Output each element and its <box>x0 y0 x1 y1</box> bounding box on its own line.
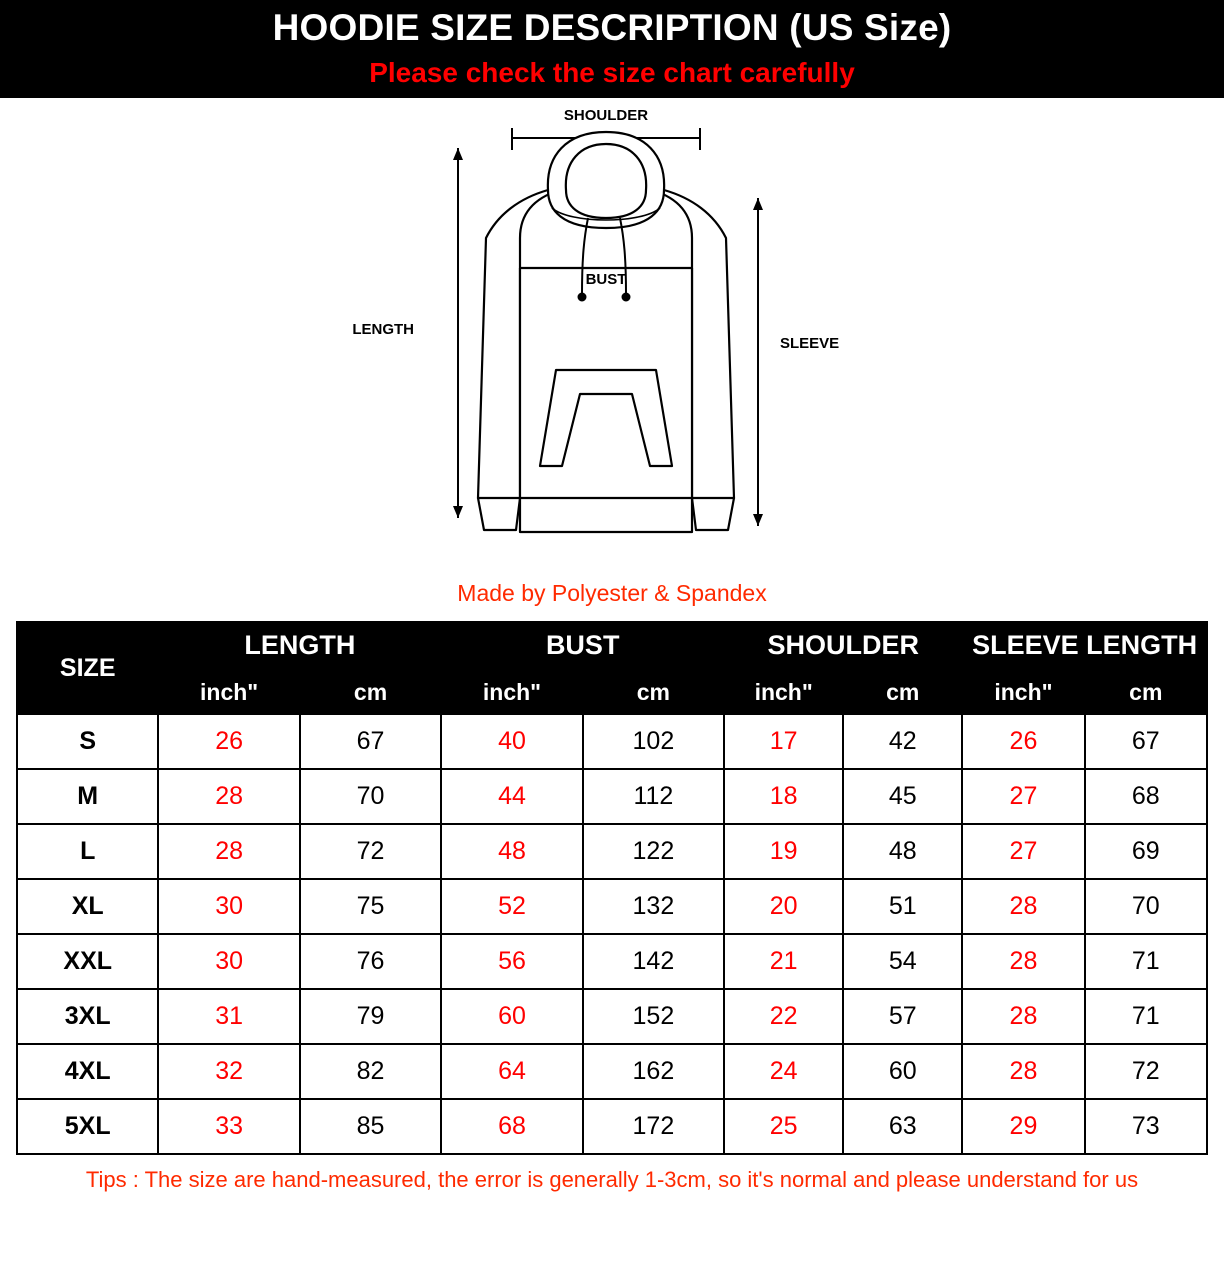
unit-bust-inch: inch" <box>441 670 582 714</box>
cell-length-cm: 76 <box>300 934 441 989</box>
bust-label: BUST <box>585 271 627 288</box>
cell-bust-cm: 112 <box>583 769 724 824</box>
cell-bust-cm: 102 <box>583 714 724 769</box>
cell-shoulder-cm: 51 <box>843 879 962 934</box>
cell-sleeve-inch: 28 <box>962 879 1084 934</box>
table-row <box>17 1044 1207 1099</box>
cell-sleeve-inch: 27 <box>962 824 1084 879</box>
cell-bust-inch: 60 <box>441 989 582 1044</box>
unit-sleeve-inch: inch" <box>962 670 1084 714</box>
hoodie-hood <box>548 132 664 228</box>
cell-sleeve-inch: 27 <box>962 769 1084 824</box>
row-size-label: XXL <box>17 934 158 989</box>
cell-shoulder-inch: 21 <box>724 934 843 989</box>
page-title: HOODIE SIZE DESCRIPTION (US Size) <box>0 0 1224 56</box>
header-sleeve-length: SLEEVE LENGTH <box>962 622 1207 670</box>
material-note: Made by Polyester & Spandex <box>457 580 767 606</box>
cell-bust-cm: 172 <box>583 1099 724 1154</box>
cell-bust-cm: 142 <box>583 934 724 989</box>
cell-sleeve-inch: 28 <box>962 989 1084 1044</box>
row-size-label: M <box>17 769 158 824</box>
cell-shoulder-cm: 57 <box>843 989 962 1044</box>
header-bust: BUST <box>441 622 724 670</box>
cell-sleeve-cm: 69 <box>1085 824 1207 879</box>
table-header-row-groups <box>17 622 1207 670</box>
sleeve-label: SLEEVE <box>780 335 840 352</box>
page-subtitle: Please check the size chart carefully <box>0 56 1224 98</box>
row-size-label: S <box>17 714 158 769</box>
cell-bust-cm: 162 <box>583 1044 724 1099</box>
cell-bust-inch: 40 <box>441 714 582 769</box>
cell-length-inch: 26 <box>158 714 299 769</box>
cell-shoulder-inch: 25 <box>724 1099 843 1154</box>
cell-length-cm: 72 <box>300 824 441 879</box>
table-row <box>17 714 1207 769</box>
row-size-label: 4XL <box>17 1044 158 1099</box>
cell-bust-cm: 132 <box>583 879 724 934</box>
cell-shoulder-cm: 42 <box>843 714 962 769</box>
unit-sleeve-cm: cm <box>1085 670 1207 714</box>
header-length: LENGTH <box>158 622 441 670</box>
cell-sleeve-cm: 70 <box>1085 879 1207 934</box>
cell-bust-cm: 152 <box>583 989 724 1044</box>
row-size-label: 5XL <box>17 1099 158 1154</box>
unit-length-cm: cm <box>300 670 441 714</box>
cell-length-inch: 33 <box>158 1099 299 1154</box>
cell-shoulder-inch: 17 <box>724 714 843 769</box>
sleeve-measure-line <box>753 198 763 526</box>
length-label: LENGTH <box>352 321 414 338</box>
cell-bust-inch: 56 <box>441 934 582 989</box>
cell-bust-inch: 52 <box>441 879 582 934</box>
cell-bust-inch: 44 <box>441 769 582 824</box>
cell-length-cm: 79 <box>300 989 441 1044</box>
cell-sleeve-inch: 26 <box>962 714 1084 769</box>
cell-length-inch: 28 <box>158 769 299 824</box>
cell-length-inch: 30 <box>158 879 299 934</box>
unit-shoulder-cm: cm <box>843 670 962 714</box>
cell-shoulder-inch: 24 <box>724 1044 843 1099</box>
cell-length-inch: 28 <box>158 824 299 879</box>
cell-shoulder-cm: 63 <box>843 1099 962 1154</box>
cell-length-cm: 70 <box>300 769 441 824</box>
cell-shoulder-cm: 54 <box>843 934 962 989</box>
size-table <box>16 621 1208 1155</box>
cell-length-inch: 31 <box>158 989 299 1044</box>
cell-sleeve-inch: 29 <box>962 1099 1084 1154</box>
table-row <box>17 989 1207 1044</box>
unit-shoulder-inch: inch" <box>724 670 843 714</box>
cell-length-inch: 32 <box>158 1044 299 1099</box>
cell-length-cm: 85 <box>300 1099 441 1154</box>
length-measure-line <box>453 148 463 518</box>
table-row <box>17 769 1207 824</box>
cell-bust-inch: 68 <box>441 1099 582 1154</box>
table-row <box>17 1099 1207 1154</box>
cell-length-cm: 75 <box>300 879 441 934</box>
hoodie-illustration-svg <box>0 98 1224 578</box>
cell-shoulder-inch: 22 <box>724 989 843 1044</box>
shoulder-label: SHOULDER <box>563 107 649 124</box>
table-header-row-units <box>17 670 1207 714</box>
cell-bust-inch: 64 <box>441 1044 582 1099</box>
cell-length-cm: 67 <box>300 714 441 769</box>
cell-bust-inch: 48 <box>441 824 582 879</box>
header-size: SIZE <box>17 622 158 714</box>
row-size-label: XL <box>17 879 158 934</box>
table-row <box>17 824 1207 879</box>
hoodie-outline <box>478 190 734 532</box>
cell-sleeve-cm: 71 <box>1085 934 1207 989</box>
hoodie-diagram <box>0 98 1224 578</box>
cell-sleeve-cm: 68 <box>1085 769 1207 824</box>
size-table-wrapper <box>0 621 1224 1155</box>
cell-sleeve-cm: 71 <box>1085 989 1207 1044</box>
cell-bust-cm: 122 <box>583 824 724 879</box>
cell-sleeve-inch: 28 <box>962 1044 1084 1099</box>
row-size-label: 3XL <box>17 989 158 1044</box>
cell-sleeve-inch: 28 <box>962 934 1084 989</box>
unit-bust-cm: cm <box>583 670 724 714</box>
cell-shoulder-cm: 48 <box>843 824 962 879</box>
cell-shoulder-cm: 45 <box>843 769 962 824</box>
cell-sleeve-cm: 72 <box>1085 1044 1207 1099</box>
cell-sleeve-cm: 73 <box>1085 1099 1207 1154</box>
cell-shoulder-inch: 18 <box>724 769 843 824</box>
row-size-label: L <box>17 824 158 879</box>
unit-length-inch: inch" <box>158 670 299 714</box>
table-row <box>17 934 1207 989</box>
table-row <box>17 879 1207 934</box>
cell-shoulder-inch: 19 <box>724 824 843 879</box>
cell-shoulder-inch: 20 <box>724 879 843 934</box>
tips-note: Tips : The size are hand-measured, the error is generally 1-3cm, so it's normal and please understand for us <box>85 1167 1139 1192</box>
header-shoulder: SHOULDER <box>724 622 962 670</box>
cell-length-cm: 82 <box>300 1044 441 1099</box>
cell-sleeve-cm: 67 <box>1085 714 1207 769</box>
cell-shoulder-cm: 60 <box>843 1044 962 1099</box>
cell-length-inch: 30 <box>158 934 299 989</box>
